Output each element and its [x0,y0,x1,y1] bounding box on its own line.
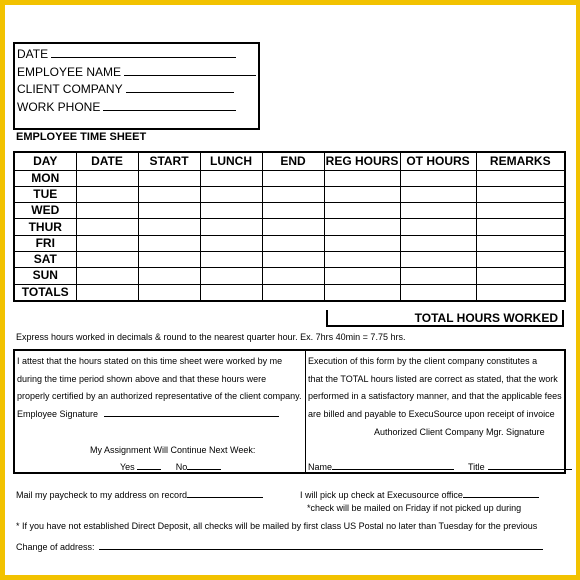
date-field[interactable] [51,46,236,58]
time-entry-cell[interactable] [476,284,565,301]
time-entry-cell[interactable] [200,284,262,301]
time-entry-cell[interactable] [262,251,324,267]
time-entry-cell[interactable] [476,251,565,267]
time-entry-cell[interactable] [200,251,262,267]
time-entry-cell[interactable] [138,186,200,202]
time-entry-cell[interactable] [200,235,262,251]
time-entry-cell[interactable] [400,186,476,202]
table-row [14,219,565,235]
attestation-text: properly certified by an authorized representative of the client company. [17,391,302,401]
table-row [14,284,565,301]
day-label: TOTALS [14,284,76,301]
client-company-row [17,81,258,99]
time-entry-cell[interactable] [262,170,324,186]
no-field[interactable] [187,461,221,470]
time-entry-cell[interactable] [476,268,565,284]
date-label: DATE [17,47,49,61]
time-entry-cell[interactable] [400,268,476,284]
day-label: TUE [14,186,76,202]
time-entry-cell[interactable] [76,186,138,202]
pickup-check-field[interactable] [463,489,539,498]
assignment-answer-row [120,461,221,472]
time-entry-cell[interactable] [262,203,324,219]
sheet-title: EMPLOYEE TIME SHEET [16,131,147,143]
time-entry-cell[interactable] [262,284,324,301]
column-header: START [138,152,200,170]
time-entry-cell[interactable] [200,186,262,202]
time-entry-cell[interactable] [476,203,565,219]
time-entry-cell[interactable] [138,284,200,301]
column-header: DAY [14,152,76,170]
yes-label: Yes [120,462,135,472]
attestation-divider [305,351,306,472]
total-hours-label: TOTAL HOURS WORKED [414,311,558,325]
yes-field[interactable] [137,461,161,470]
mgr-signature-label: Authorized Client Company Mgr. Signature [374,427,545,437]
time-entry-cell[interactable] [262,219,324,235]
employee-name-label: EMPLOYEE NAME [17,64,122,79]
time-entry-cell[interactable] [324,219,400,235]
friday-mail-note: *check will be mailed on Friday if not picked up during [307,503,522,513]
time-entry-cell[interactable] [138,203,200,219]
time-entry-cell[interactable] [138,268,200,284]
express-hours-note: Express hours worked in decimals & round to the nearest quarter hour. Ex. 7hrs 40min = 7.75 hrs. [16,332,406,342]
time-entry-cell[interactable] [324,251,400,267]
table-row [14,235,565,251]
assignment-question: My Assignment Will Continue Next Week: [90,445,256,455]
change-of-address-row [16,541,543,552]
table-row [14,268,565,284]
attestation-text: I attest that the hours stated on this time sheet were worked by me [17,356,283,366]
pickup-check-row [300,489,539,500]
date-row [17,46,258,64]
time-entry-cell[interactable] [76,203,138,219]
client-name-title-row [308,461,572,472]
time-entry-cell[interactable] [400,219,476,235]
time-entry-cell[interactable] [200,203,262,219]
time-sheet-table [13,151,566,302]
work-phone-row [17,99,258,117]
day-label: MON [14,170,76,186]
time-entry-cell[interactable] [76,284,138,301]
time-entry-cell[interactable] [400,170,476,186]
column-header: LUNCH [200,152,262,170]
time-entry-cell[interactable] [200,219,262,235]
client-title-field[interactable] [488,461,572,470]
time-entry-cell[interactable] [138,235,200,251]
table-row [14,251,565,267]
time-entry-cell[interactable] [76,268,138,284]
time-entry-cell[interactable] [76,251,138,267]
time-entry-cell[interactable] [400,251,476,267]
time-entry-cell[interactable] [400,235,476,251]
change-of-address-field[interactable] [99,541,543,550]
client-company-label: CLIENT COMPANY [17,82,123,96]
day-label: FRI [14,235,76,251]
time-entry-cell[interactable] [200,170,262,186]
attestation-text: that the TOTAL hours listed are correct as stated, that the work [308,373,558,384]
table-row [14,170,565,186]
time-entry-cell[interactable] [324,284,400,301]
no-label: No [175,462,188,472]
work-phone-label: WORK PHONE [17,99,101,114]
mail-paycheck-label: Mail my paycheck to my address on record [16,490,188,500]
time-entry-cell[interactable] [476,235,565,251]
time-entry-cell[interactable] [262,235,324,251]
table-header-row [14,152,565,170]
time-entry-cell[interactable] [400,284,476,301]
time-entry-cell[interactable] [138,251,200,267]
column-header: REG HOURS [324,152,400,170]
time-entry-cell[interactable] [138,170,200,186]
time-entry-cell[interactable] [324,203,400,219]
time-entry-cell[interactable] [200,268,262,284]
direct-deposit-note: * If you have not established Direct Deposit, all checks will be mailed by first class US Postal no later than Tuesday for the previous [16,521,538,531]
employee-signature-row [17,406,303,424]
table-row [14,186,565,202]
time-entry-cell[interactable] [76,170,138,186]
time-entry-cell[interactable] [76,219,138,235]
time-entry-cell[interactable] [476,219,565,235]
time-entry-cell[interactable] [262,186,324,202]
employee-signature-label: Employee Signature [17,408,99,419]
time-entry-cell[interactable] [324,170,400,186]
client-name-label: Name [308,462,333,472]
attestation-text: performed in a satisfactory manner, and that the applicable fees [308,391,562,401]
client-attestation [308,353,566,423]
total-hours-field[interactable] [328,310,421,326]
employee-info-box [13,42,260,130]
client-title-label: Title [468,462,485,472]
attestation-text: Execution of this form by the client company constitutes a [308,356,538,366]
time-entry-cell[interactable] [400,203,476,219]
client-name-field[interactable] [332,461,454,470]
column-header: END [262,152,324,170]
column-header: DATE [76,152,138,170]
time-entry-cell[interactable] [324,235,400,251]
work-phone-field[interactable] [103,99,236,111]
mail-paycheck-row [16,489,263,500]
employee-name-row [17,64,258,82]
employee-attestation [17,353,303,423]
day-label: SAT [14,251,76,267]
time-entry-cell[interactable] [138,219,200,235]
pickup-check-label: I will pick up check at Execusource office [300,490,463,500]
client-company-field[interactable] [126,81,234,93]
day-label: WED [14,203,76,219]
time-entry-cell[interactable] [262,268,324,284]
time-entry-cell[interactable] [324,186,400,202]
attestation-text: are billed and payable to ExecuSource upon receipt of invoice [308,408,555,419]
attestation-box [13,349,566,474]
time-entry-cell[interactable] [476,170,565,186]
day-label: THUR [14,219,76,235]
time-entry-cell[interactable] [324,268,400,284]
time-entry-cell[interactable] [476,186,565,202]
time-entry-cell[interactable] [76,235,138,251]
attestation-text: during the time period shown above and that these hours were [17,373,267,384]
column-header: OT HOURS [400,152,476,170]
day-label: SUN [14,268,76,284]
column-header: REMARKS [476,152,565,170]
employee-signature-field[interactable] [104,408,279,417]
table-row [14,203,565,219]
total-hours-row [326,310,564,327]
mail-paycheck-field[interactable] [187,489,263,498]
employee-name-field[interactable] [124,64,256,76]
change-of-address-label: Change of address: [16,542,95,552]
